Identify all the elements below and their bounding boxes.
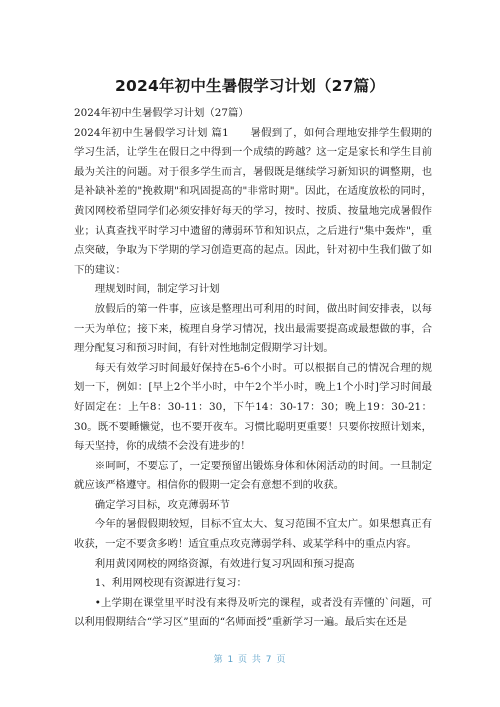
paragraph-heading-time: 理规划时间，制定学习计划 xyxy=(94,283,220,296)
paragraph-daily-hours: 每天有效学习时间最好保持在5-6个小时。可以根据自己的情况合理的规划一下，例如：[早上2个半小时，中午2个半小时，晚上1个小时]学习时间最好固定在：上午8：30-11：30，下午14：30-17：30；晚上19：30-21：30。既不要睡懒觉，也不要开夜车。习惯比聪明更重要！只要你按照计划来，每天坚持，你的成绩不会没有进步的！ xyxy=(74,361,432,453)
document-title: 2024年初中生暑假学习计划（27篇） xyxy=(114,77,385,95)
paragraph-resources-bullet: •上学期在课堂里平时没有来得及听完的课程，或者没有弄懂的`问题，可以利用假期结合“学习区”里面的“名师面授”重新学习一遍。最后实在还是 xyxy=(74,596,432,629)
paragraph-heading-goals: 确定学习目标，攻克薄弱环节 xyxy=(94,498,230,511)
paragraph-goals: 今年的暑假假期较短，目标不宜太大、复习范围不宜太广。如果想真正有收获，一定不要贪多哟！适宜重点攻克薄弱学科、或某学科中的重点内容。 xyxy=(74,518,432,551)
document-body xyxy=(74,104,432,633)
paragraph-heading-resources: 利用黄冈网校的网络资源，有效进行复习巩固和预习提高 xyxy=(94,557,355,570)
paragraph-time-plan: 放假后的第一件事，应该是整理出可利用的时间，做出时间安排表，以每一天为单位；接下来，梳理自身学习情况，找出最需要提高或最想做的事，合理分配复习和预习时间，有针对性地制定假期学习计划。 xyxy=(74,302,432,355)
page-footer: 第 1 页 共 7 页 xyxy=(213,655,287,665)
paragraph-exercise-note: ※呵呵，不要忘了，一定要预留出锻炼身体和休闲活动的时间。一旦制定就应该严格遵守。相信你的假期一定会有意想不到的收获。 xyxy=(74,459,432,492)
paragraph-subtitle: 2024年初中生暑假学习计划（27篇） xyxy=(74,107,249,119)
paragraph-intro: 2024年初中生暑假学习计划 篇1 暑假到了，如何合理地安排学生假期的学习生活，让学生在假日之中得到一个成绩的跨越？这一定是家长和学生目前最为关注的问题。对于很多学生而言，暑假既是继续学习新知识的调整期，也是补缺补差的"挽救期"和巩固提高的"非常时期"。因此，在适度放松的同时，黄冈网校希望同学们必须安排好每天的学习，按时、按质、按量地完成暑假作业；认真查找平时学习中遗留的薄弱环节和知识点，之后进行"集中轰炸"，重点突破，争取为下学期的学习创造更高的起点。因此，针对初中生我们做了如下的建议： xyxy=(74,126,432,276)
paragraph-resources-1: 1、利用网校现有资源进行复习： xyxy=(94,577,247,590)
